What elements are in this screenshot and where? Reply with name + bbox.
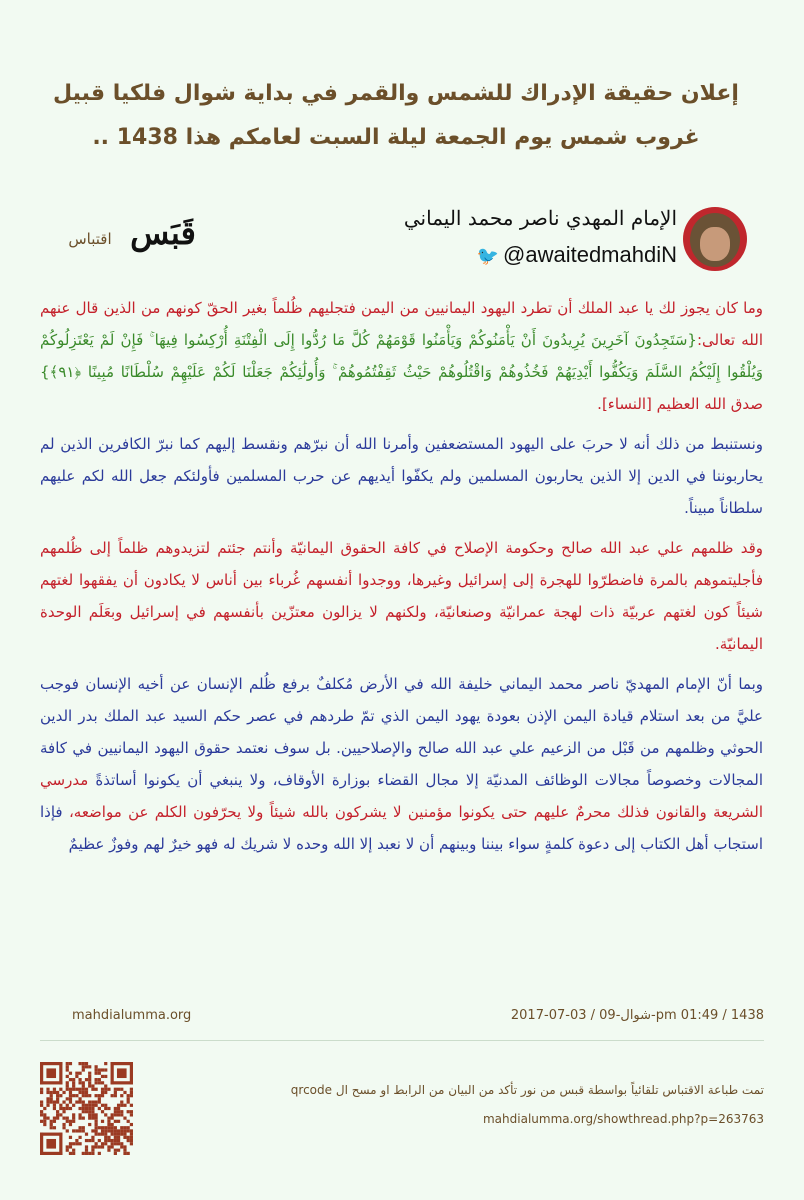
statement-body [40,292,763,868]
paragraph-2: ونستنبط من ذلك أنه لا حربَ على اليهود المستضعفين وأمرنا الله أن نبرّهم ونقسط إليهم كما نبرّ الكافرين الذين لم يحاربوننا في الدين إلا الذين يحاربون المسلمين ولم يكفّوا أيديهم عن حرب المسلمين فأولئكم جعل الله لكم عليهم سلطاناً مبيناً. [40,435,763,517]
p1-end: صدق الله العظيم [النساء]. [597,395,763,413]
paragraph-3: وقد ظلمهم علي عبد الله صالح وحكومة الإصلاح في كافة الحقوق اليمانيّة وأنتم جئتم لتزيدوهم ظلماً إلى ظُلمهم فأجليتموهم بالمرة فاضطرّوا للهجرة إلى إسرائيل وغيرها، ووجدوا أنفسهم غُرباء بين أناس لا يكادون أن يفقهوا لغتهم شيئاً كون لغتهم عربيّة ذات لهجة عمرانيّة وصنعانيّة، ولكنهم لا يزالون معتزّين بأنفسهم في إسرائيل وبعَلَم الوحدة اليمانيّة. [40,539,763,653]
footer-site-link[interactable]: mahdialumma.org [72,1008,192,1023]
p4-blue-1: وبما أنّ الإمام المهديّ ناصر محمد اليماني خليفة الله في الأرض مُكلفٌ برفع ظُلم الإنسان عن أخيه الإنسان فوجب عليَّ من بعد استلام قيادة اليمن الإذن بعودة يهود اليمن الذي تمّ طردهم في عصر حكم السيد عبد الملك بدر الدين الحوثي وظلمهم من قَبْل من الزعيم علي عبد الله صالح والإصلاحيين. بل سوف نعتمد حقوق اليهود اليمانيين في كافة المجالات وخصوصاً مجالات الوظائف المدنيّة إلا مجال القضاء بوزارة الأوقاف، ولا ينبغي أن يكونوا أساتذةً [40,675,763,789]
paragraph-4 [40,668,763,860]
avatar [683,207,747,271]
qr-code-icon[interactable] [40,1062,133,1155]
twitter-bird-icon: 🐦 [476,246,500,266]
p4-red: مدرسي الشريعة والقانون فذلك محرمٌ عليهم حتى يكونوا مؤمنين لا يشركون بالله شيئاً ولا يحرّفون الكلم عن مواضعه، [40,771,763,821]
quran-verse: {سَتَجِدُونَ آخَرِينَ يُرِيدُونَ أَنْ يَأْمَنُوكُمْ وَيَأْمَنُوا قَوْمَهُمْ كُلَّ مَا رُدُّوا إِلَى الْفِتْنَةِ أُرْكِسُوا فِيهَا ۚ فَإِنْ لَمْ يَعْتَزِلُوكُمْ وَيُلْقُوا إِلَيْكُمُ السَّلَمَ وَيَكُفُّوا أَيْدِيَهُمْ فَخُذُوهُمْ وَاقْتُلُوهُمْ حَيْثُ ثَقِفْتُمُوهُمْ ۚ وَأُولَٰئِكُمْ جَعَلْنَا لَكُمْ عَلَيْهِمْ سُلْطَانًا مُبِينًا ﴿٩١﴾} [40,331,763,381]
paragraph-1 [40,292,763,420]
signature-text: الإمام المهدي ناصر محمد اليماني [403,206,677,230]
p1-intro: وما كان يجوز لك يا عبد الملك أن تطرد اليهود اليمانيين من اليمن فتجليهم ظُلماً بغير الحقّ كونهم من الذين قال عنهم الله تعالى: [40,299,763,349]
handle-text: @awaitedmahdiN [503,242,677,267]
footer-date: pm 01:49 / 1438-شوال-09 / 03-07-2017 [510,1008,764,1023]
page-title: إعلان حقيقة الإدراك للشمس والقمر في بداية شوال فلكيا قبيل غروب شمس يوم الجمعة ليلة السبت لعامكم هذا 1438 .. [53,81,739,150]
qabas-logo: قَبَس [130,214,196,252]
footer-divider [40,1040,764,1041]
footer-note: تمت طباعة الاقتباس تلقائياً بواسطة قبس من نور تأكد من البيان من الرابط او مسح ال qrcode [290,1083,764,1097]
quote-label: اقتباس [68,230,112,248]
twitter-handle[interactable] [455,242,677,268]
p4-blue-2: فإذا استجاب أهل الكتاب إلى دعوة كلمةٍ سواء بيننا وبينهم أن لا نعبد إلا الله وحده لا شريك له فهو خيرٌ لهم وفوزٌ عظيمٌ [40,803,763,853]
footer-source-link[interactable]: mahdialumma.org/showthread.php?p=263763 [482,1112,764,1126]
